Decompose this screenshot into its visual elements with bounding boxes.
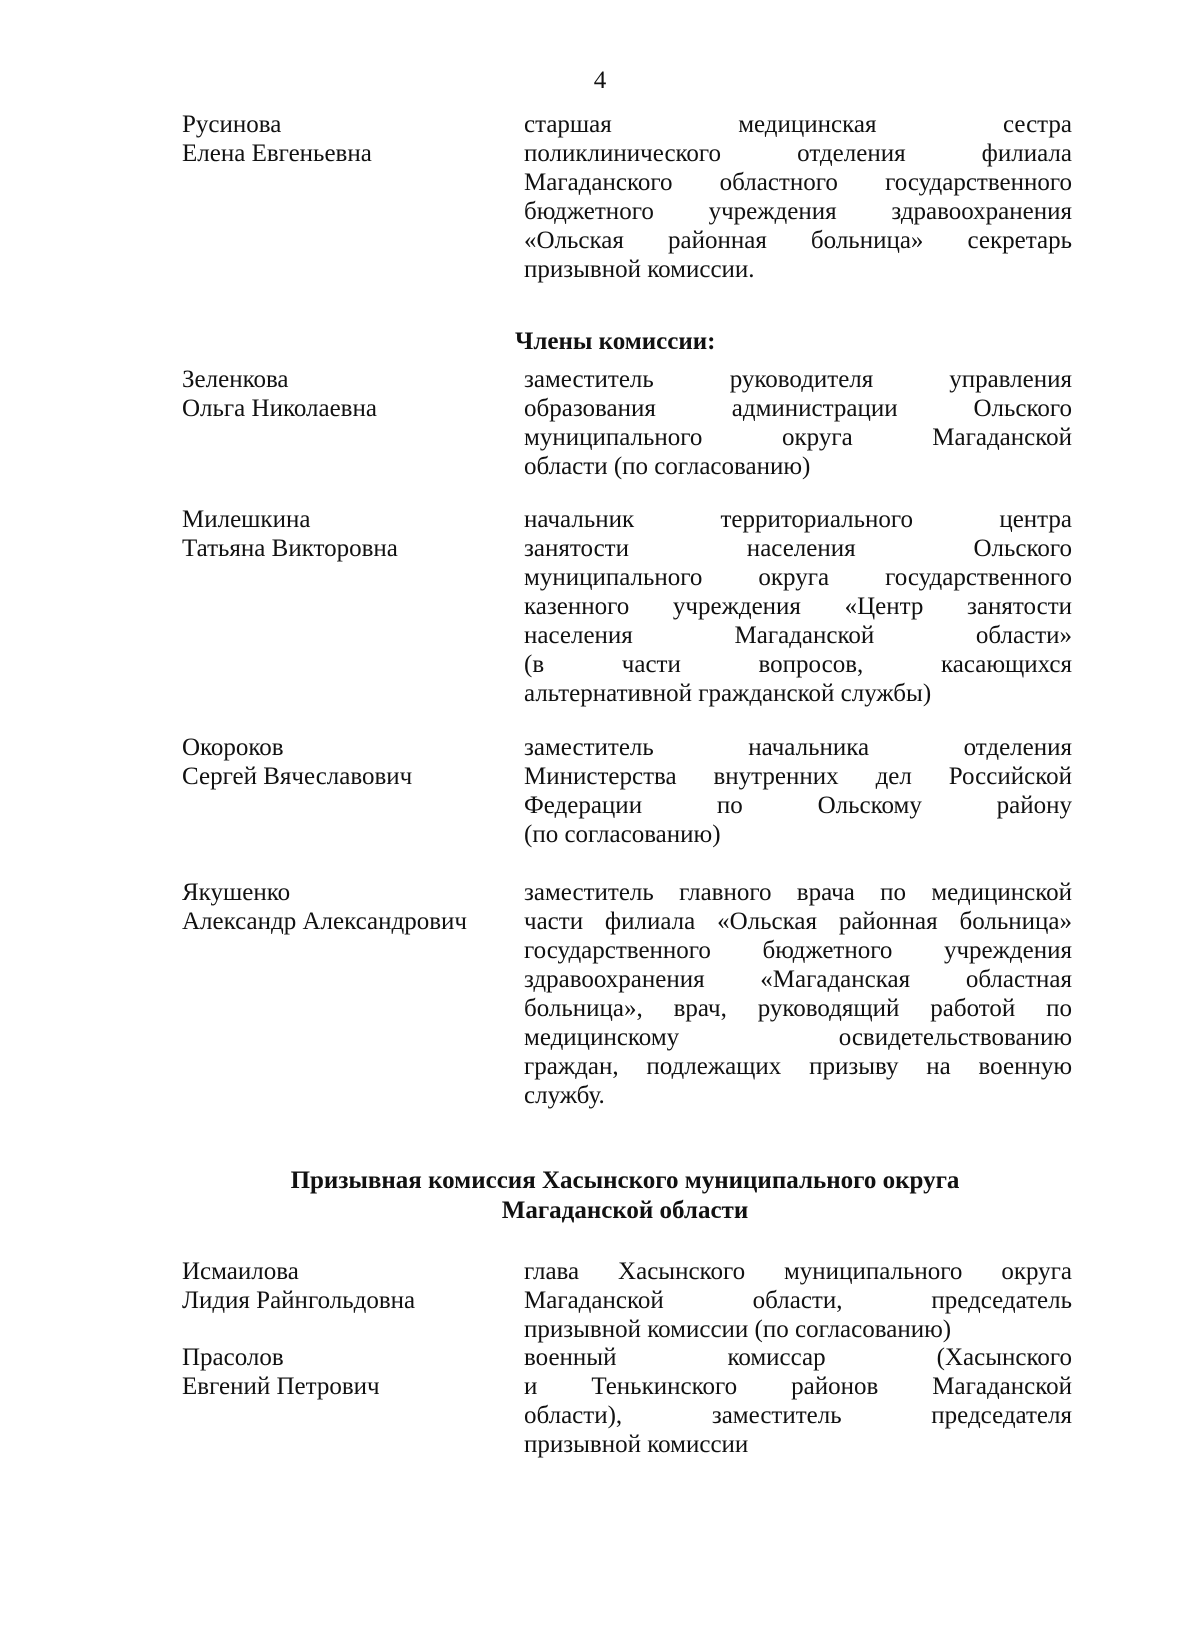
position-line: Министерства внутренних дел Российской: [524, 763, 1072, 790]
position-line: заместитель начальника отделения: [524, 734, 1072, 761]
position-line: Федерации по Ольскому району: [524, 792, 1072, 819]
position-line: Магаданской области, председатель: [524, 1287, 1072, 1314]
position-line: области (по согласованию): [524, 453, 811, 480]
member-surname: Русинова: [182, 111, 282, 138]
position-line: военный комиссар (Хасынского: [524, 1344, 1072, 1371]
position-line: и Тенькинского районов Магаданской: [524, 1373, 1072, 1400]
member-position: [524, 878, 1072, 1110]
member-name: [182, 110, 512, 168]
position-line: муниципального округа Магаданской: [524, 424, 1072, 451]
position-line: занятости населения Ольского: [524, 535, 1072, 562]
position-line: муниципального округа государственного: [524, 564, 1072, 591]
member-name: [182, 1257, 512, 1315]
position-line: поликлинического отделения филиала: [524, 140, 1072, 167]
position-line: граждан, подлежащих призыву на военную: [524, 1053, 1072, 1080]
member-surname: Якушенко: [182, 879, 291, 906]
member-name: [182, 505, 512, 563]
position-line: казенного учреждения «Центр занятости: [524, 593, 1072, 620]
member-name: [182, 878, 512, 936]
member-name: [182, 365, 512, 423]
member-given-names: Елена Евгеньевна: [182, 140, 372, 167]
member-given-names: Ольга Николаевна: [182, 395, 377, 422]
member-given-names: Татьяна Викторовна: [182, 535, 398, 562]
position-line: больница», врач, руководящий работой по: [524, 995, 1072, 1022]
position-line: призывной комиссии.: [524, 256, 755, 283]
position-line: государственного бюджетного учреждения: [524, 937, 1072, 964]
member-surname: Исмаилова: [182, 1258, 299, 1285]
position-line: призывной комиссии: [524, 1431, 749, 1458]
position-line: «Ольская районная больница» секретарь: [524, 227, 1072, 254]
member-given-names: Евгений Петрович: [182, 1373, 380, 1400]
member-given-names: Лидия Райнгольдовна: [182, 1287, 416, 1314]
member-position: [524, 110, 1072, 284]
position-line: области), заместитель председателя: [524, 1402, 1072, 1429]
member-position: [524, 365, 1072, 481]
position-line: заместитель главного врача по медицинской: [524, 879, 1072, 906]
member-surname: Зеленкова: [182, 366, 289, 393]
member-name: [182, 1343, 512, 1401]
position-line: здравоохранения «Магаданская областная: [524, 966, 1072, 993]
position-line: заместитель руководителя управления: [524, 366, 1072, 393]
position-line: населения Магаданской области»: [524, 622, 1072, 649]
member-surname: Прасолов: [182, 1344, 284, 1371]
member-name: [182, 733, 512, 791]
member-surname: Милешкина: [182, 506, 311, 533]
position-line: (в части вопросов, касающихся: [524, 651, 1072, 678]
member-position: [524, 1257, 1072, 1344]
position-line: глава Хасынского муниципального округа: [524, 1258, 1072, 1285]
section-title-line: Призывная комиссия Хасынского муниципального округа: [290, 1167, 960, 1194]
member-given-names: Сергей Вячеславович: [182, 763, 413, 790]
page-number: 4: [593, 67, 607, 94]
position-line: службу.: [524, 1082, 605, 1109]
position-line: образования администрации Ольского: [524, 395, 1072, 422]
position-line: призывной комиссии (по согласованию): [524, 1316, 952, 1343]
member-surname: Окороков: [182, 734, 284, 761]
position-line: части филиала «Ольская районная больница»: [524, 908, 1072, 935]
member-given-names: Александр Александрович: [182, 908, 467, 935]
section-title: [0, 1166, 1200, 1226]
members-heading: Члены комиссии:: [515, 328, 716, 355]
section-title-line: Магаданской области: [501, 1197, 749, 1224]
position-line: старшая медицинская сестра: [524, 111, 1072, 138]
position-line: бюджетного учреждения здравоохранения: [524, 198, 1072, 225]
member-position: [524, 1343, 1072, 1459]
position-line: Магаданского областного государственного: [524, 169, 1072, 196]
member-position: [524, 733, 1072, 849]
position-line: медицинскому освидетельствованию: [524, 1024, 1072, 1051]
position-line: (по согласованию): [524, 821, 721, 848]
position-line: начальник территориального центра: [524, 506, 1072, 533]
position-line: альтернативной гражданской службы): [524, 680, 932, 707]
member-position: [524, 505, 1072, 708]
